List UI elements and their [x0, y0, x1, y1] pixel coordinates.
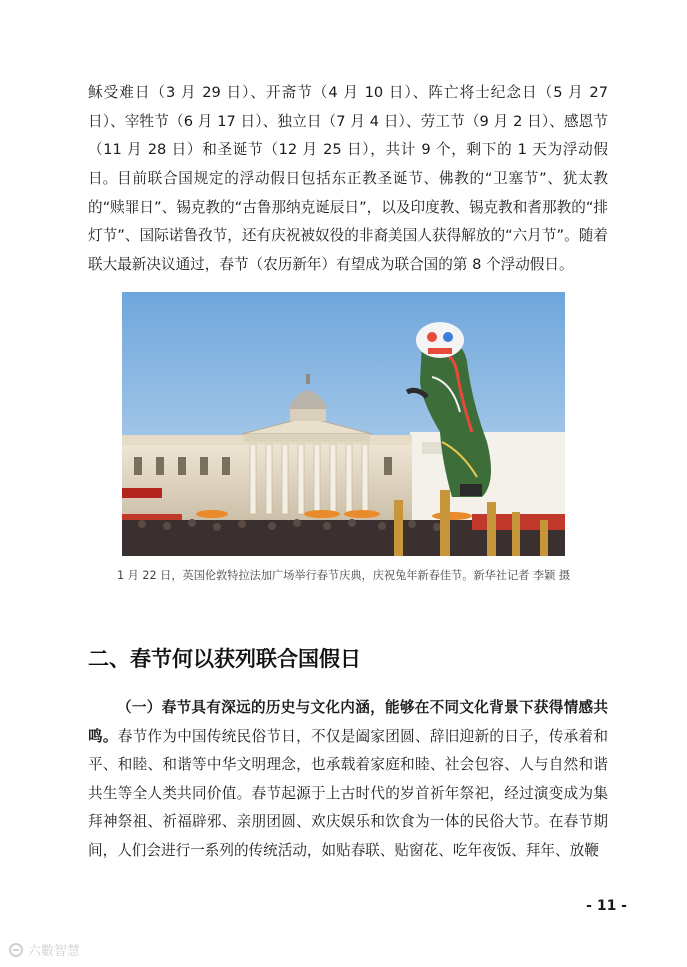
paragraph-text: 春节作为中国传统民俗节日，不仅是阖家团圆、辞旧迎新的日子，传承着和平、和睦、和谐等中华文明理念，也承载着家庭和睦、社会包容、人与自然和谐共生等全人类共同价值。春节起源于上古时代的岁首祈年祭祀，经过演变成为集拜神祭祖、祈福辟邪、亲朋团圆、欢庆娱乐和饮食为一体的民俗大节。在春节期间，人们会进行一系列的传统活动，如贴春联、贴窗花、吃年夜饭、拜年、放鞭	[88, 727, 608, 859]
body-paragraph	[88, 694, 608, 865]
body-paragraph: 稣受难日（3 月 29 日）、开斋节（4 月 10 日）、阵亡将士纪念日（5 月 27 日）、宰牲节（6 月 17 日）、独立日（7 月 4 日）、劳工节（9 月 2 日）、感恩节（11 月 28 日）和圣诞节（12 月 25 日），共计 9 个，剩下的 1 天为浮动假日。	[88, 84, 608, 187]
section-heading: 二、春节何以获列联合国假日	[88, 647, 361, 671]
photo-caption: 1 月 22 日，英国伦敦特拉法加广场举行春节庆典，庆祝兔年新春佳节。新华社记者 李颖 摄	[116, 569, 571, 582]
watermark-text: 六數智慧	[28, 944, 81, 959]
trafalgar-square-photo-illustration	[122, 292, 565, 556]
festival-photo	[122, 292, 565, 556]
watermark-logo-icon	[8, 942, 24, 958]
watermark	[8, 940, 80, 959]
body-paragraph: 目前联合国规定的浮动假日包括东正教圣诞节、佛教的“卫塞节”、犹太教的“赎罪日”、锡克教的“古鲁那纳克诞辰日”，以及印度教、锡克教和耆那教的“排灯节”、国际诺鲁孜节，还有庆祝被奴役的非裔美国人获得解放的“六月节”。随着联大最新决议通过，春节（农历新年）有望成为联合国的第 8 个浮动假日。	[88, 170, 608, 273]
page-number: - 11 -	[586, 898, 627, 914]
paragraph-lead: （一）春节具有深远的历史与文化内涵，能够在不同文化背景下获得情感共鸣。	[88, 699, 608, 745]
